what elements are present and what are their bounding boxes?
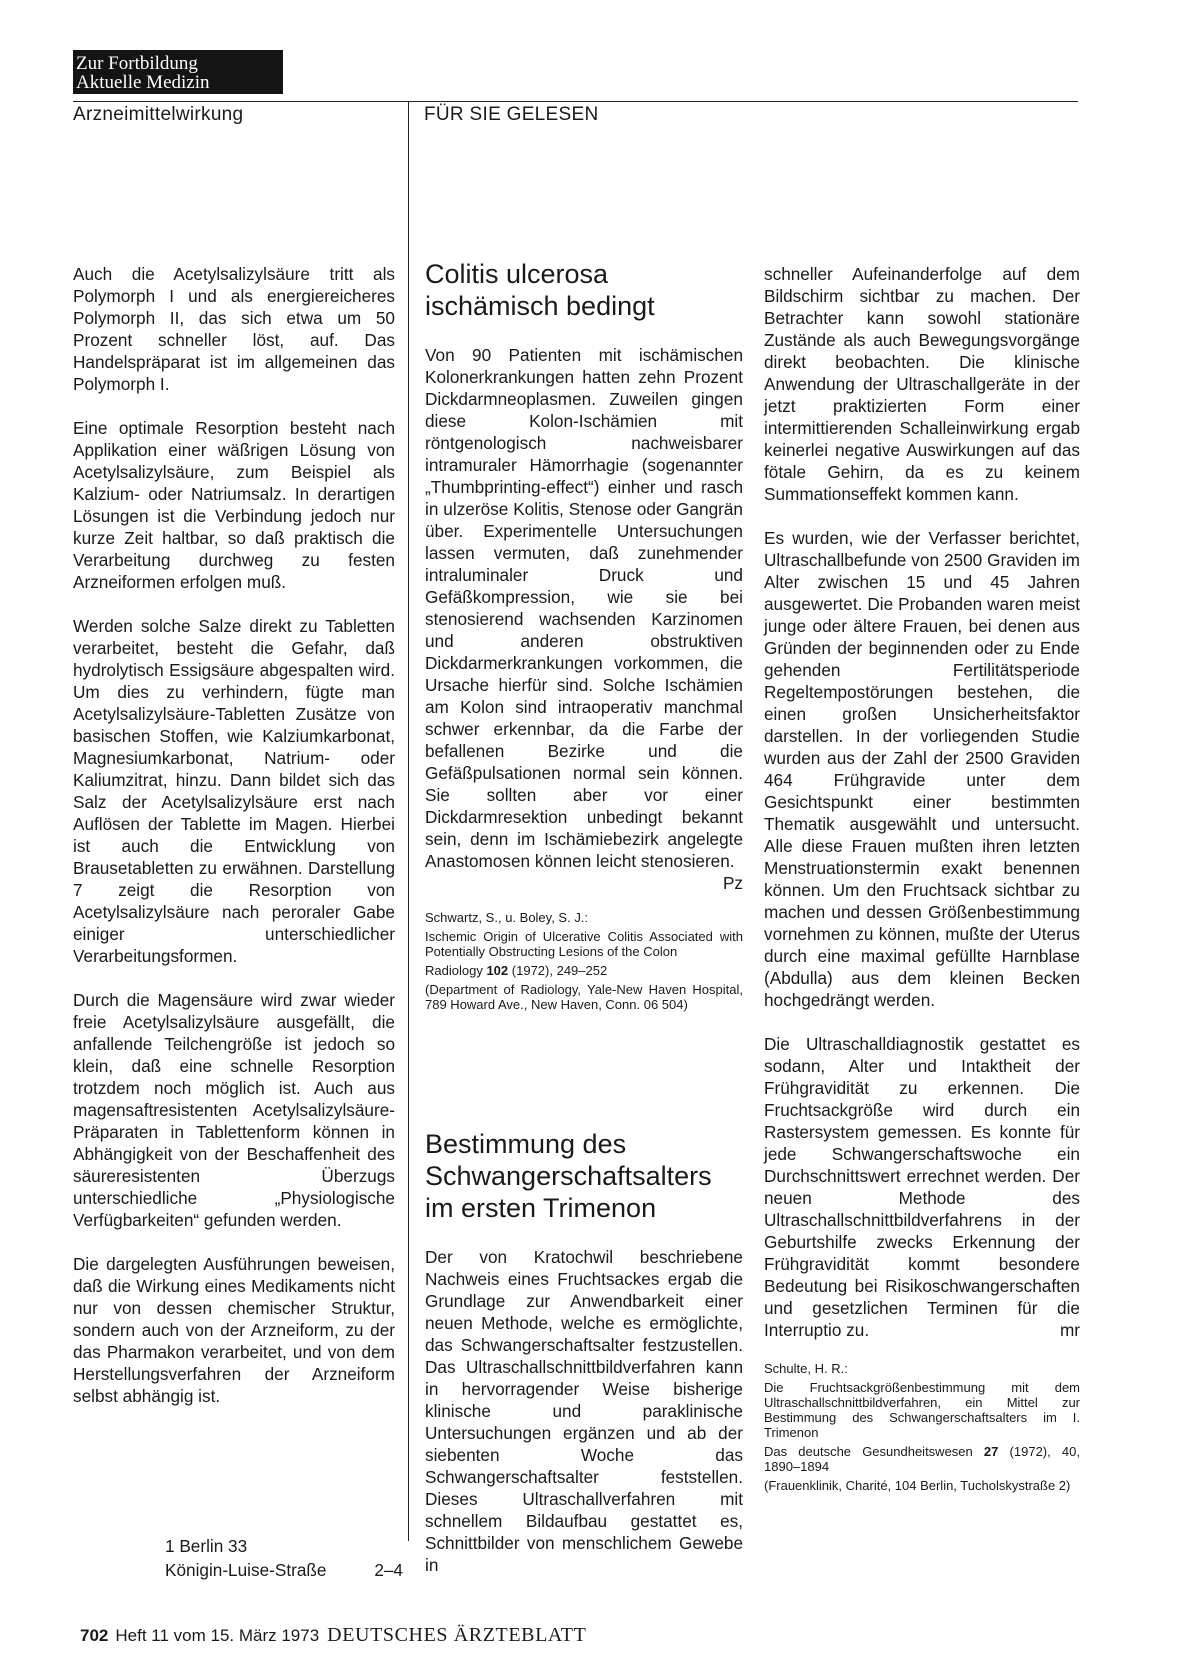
section-label-right: FÜR SIE GELESEN bbox=[424, 104, 599, 125]
reference-affiliation: (Frauenklinik, Charité, 104 Berlin, Tucholskystraße 2) bbox=[764, 1478, 1071, 1493]
paragraph: schneller Aufeinanderfolge auf dem Bildschirm sichtbar zu machen. Der Betrachter kann sowohl stationäre Zustände als auch Bewegungsvorgänge direkt beobachten. Die klinische Anwendung der Ultraschallgeräte in der jetzt praktizierten Form einer intermittierenden Schalleinwirkung ergab keinerlei negative Auswirkungen auf das fötale Gehirn, da es zu keinem Summationseffekt kommen kann. bbox=[764, 264, 1080, 504]
column-divider bbox=[408, 101, 409, 1541]
reference-title: Die Fruchtsackgrößenbestimmung mit dem Ultraschallschnittbildverfahren, ein Mittel zur Bestimmung des Schwangerschaftsalters im I. Trimenon bbox=[764, 1380, 1080, 1440]
header-rule bbox=[73, 101, 1078, 102]
column-3 bbox=[764, 263, 1080, 1497]
reference-source: Das deutsche Gesundheitswesen 27 (1972), 40, 1890–1894 bbox=[764, 1444, 1080, 1474]
author-initials: Pz bbox=[722, 873, 743, 893]
badge-line-1: Zur Fortbildung bbox=[76, 53, 198, 74]
paragraph: Der von Kratochwil beschriebene Nachweis eines Fruchtsackes ergab die Grundlage zur Anwendbarkeit einer neuen Methode, welche es ermöglichte, das Schwangerschaftsalter festzustellen. Das Ultraschallschnittbildverfahren kann in hervorragender Weise bisherige klinische und paraklinische Untersuchungen ergänzen und ab der siebenten Woche das Schwangerschaftsalter feststellen. Dieses Ultraschallverfahren mit schnellem Bildaufbau gestattet es, Schnittbilder von menschlichem Gewebe in bbox=[425, 1247, 743, 1575]
article-colitis bbox=[425, 258, 743, 1016]
journal-name: DEUTSCHES ÄRZTEBLATT bbox=[327, 1624, 587, 1646]
paragraph: Die dargelegten Ausführungen beweisen, daß die Wirkung eines Medikaments nicht nur von dessen chemischer Struktur, sondern auch von der Arzneiform, zu der das Pharmakon verarbeitet, und von dem Herstellungsverfahren der Arzneiform selbst abhängig ist. bbox=[73, 1254, 395, 1406]
article-title: Colitis ulcerosa ischämisch bedingt bbox=[425, 259, 655, 321]
paragraph: Die Ultraschalldiagnostik gestattet es sodann, Alter und Intaktheit der Frühgravidität zu erkennen. Die Fruchtsackgröße wird durch ein Rastersystem gemessen. Es konnte für jede Schwangerschaftswoche ein Durchschnittswert errechnet werden. Der neuen Methode des Ultraschallschnittbildverfahrens in der Geburtshilfe zwecks Erkennung der Frühgravidität kommt besondere Bedeutung bei Risikoschwangerschaften und gesetzlichen Terminen für die Interruptio zu. mr bbox=[764, 1034, 1080, 1340]
reference bbox=[425, 910, 743, 1012]
address-city: 1 Berlin 33 bbox=[165, 1536, 248, 1556]
reference-title: Ischemic Origin of Ulcerative Colitis Associated with Potentially Obstructing Lesions of the Colon bbox=[425, 929, 743, 959]
article-title: Bestimmung des Schwangerschaftsalters im ersten Trimenon bbox=[425, 1129, 712, 1223]
paragraph: Eine optimale Resorption besteht nach Applikation einer wäßrigen Lösung von Acetylsalizylsäure, zum Beispiel als Kalzium- oder Natriumsalz. In derartigen Lösungen ist die Verbindung jedoch nur kurze Zeit haltbar, so daß praktisch die Verarbeitung durchweg zu festen Arzneiformen erfolgen muß. bbox=[73, 418, 395, 592]
badge-line-2: Aktuelle Medizin bbox=[76, 72, 210, 93]
reference-source: Radiology 102 (1972), 249–252 bbox=[425, 963, 608, 978]
reference bbox=[764, 1355, 1080, 1493]
issue-info: Heft 11 vom 15. März 1973 bbox=[115, 1626, 320, 1645]
section-label-left: Arzneimittelwirkung bbox=[73, 104, 244, 125]
paragraph: Werden solche Salze direkt zu Tabletten verarbeitet, besteht die Gefahr, daß hydrolytisch Essigsäure abgespalten wird. Um dies zu verhindern, fügte man Acetylsalizylsäure-Tabletten Zusätze von basischen Stoffen, wie Kalziumkarbonat, Magnesiumkarbonat, Natrium- oder Kaliumzitrat, hinzu. Dann bildet sich das Salz der Acetylsalizylsäure erst nach Auflösen der Tablette im Magen. Hierbei ist auch die Entwicklung von Brausetabletten zu erwähnen. Darstellung 7 zeigt die Resorption von Acetylsalizylsäure nach peroraler Gabe einiger unterschiedlicher Verarbeitungsformen. bbox=[73, 616, 395, 966]
column-1 bbox=[73, 263, 395, 1429]
reference-affiliation: (Department of Radiology, Yale-New Haven Hospital, 789 Howard Ave., New Haven, Conn. 06 504) bbox=[425, 982, 743, 1012]
author-address bbox=[165, 1534, 403, 1582]
article-body: Von 90 Patienten mit ischämischen Kolonerkrankungen hatten zehn Prozent Dickdarmneoplasmen. Zuweilen gingen diese Kolon-Ischämien mit röntgenologisch nachweisbarer intramuraler Hämorrhagie (sogenannter „Thumbprinting-effect“) einher und rasch in ulzeröse Kolitis, Stenose oder Gangrän über. Experimentelle Untersuchungen lassen vermuten, daß zunehmender intraluminaler Druck und Gefäßkompression, wie sie bei stenosierend wachsenden Karzinomen und anderen obstruktiven Dickdarmerkrankungen vorkommen, die Ursache hierfür sind. Solche Ischämien am Kolon sind intraoperativ manchmal schwer erkennbar, da die Farbe der befallenen Bezirke und die Gefäßpulsationen normal sein können. Sie sollten aber vor einer Dickdarmresektion unbedingt bekannt sein, denn im Ischämiebezirk angelegte Anastomosen können leicht stenosieren. Pz bbox=[425, 345, 743, 893]
address-street: Königin-Luise-Straße bbox=[165, 1560, 327, 1580]
address-number: 2–4 bbox=[374, 1560, 403, 1580]
paragraph: Auch die Acetylsalizylsäure tritt als Polymorph I und als energiereicheres Polymorph II, das sich etwa um 50 Prozent schneller löst, auf. Das Handelspräparat ist im allgemeinen das Polymorph I. bbox=[73, 264, 395, 394]
author-initials: mr bbox=[1059, 1320, 1080, 1340]
reference-authors: Schwartz, S., u. Boley, S. J.: bbox=[425, 910, 589, 925]
paragraph: Es wurden, wie der Verfasser berichtet, Ultraschallbefunde von 2500 Graviden im Alter zwischen 15 und 45 Jahren ausgewertet. Die Probanden waren meist junge oder ältere Frauen, bei denen aus Gründen der beginnenden oder zu Ende gehenden Fertilitätsperiode Regeltempostörungen bestehen, die einen großen Unsicherheitsfaktor darstellen. In der vorliegenden Studie wurden aus der Zahl der 2500 Graviden 464 Frühgravide unter dem Gesichtspunkt einer bestimmten Thematik ausgewählt und untersucht. Alle diese Frauen mußten ihren letzten Menstruationstermin exakt benennen können. Um den Fruchtsack sichtbar zu machen und dessen Größenbestimmung vornehmen zu können, mußte der Uterus durch eine maximal gefüllte Harnblase (Abdulla) aus dem kleinen Becken hochgedrängt werden. bbox=[764, 528, 1080, 1010]
section-badge bbox=[73, 50, 283, 94]
page-number: 702 bbox=[80, 1626, 109, 1645]
reference-authors: Schulte, H. R.: bbox=[764, 1361, 848, 1376]
page-footer bbox=[80, 1624, 586, 1647]
paragraph: Durch die Magensäure wird zwar wieder freie Acetylsalizylsäure ausgefällt, die anfallende Teilchengröße ist jedoch so klein, daß eine schnelle Resorption trotzdem noch möglich ist. Auch aus magensaftresistenten Acetylsalizylsäure-Präparaten in Tablettenform können in Abhängigkeit von der Beschaffenheit des säureresistenten Überzugs unterschiedliche „Physiologische Verfügbarkeiten“ gefunden werden. bbox=[73, 990, 395, 1230]
article-schwangerschaft bbox=[425, 1128, 743, 1598]
